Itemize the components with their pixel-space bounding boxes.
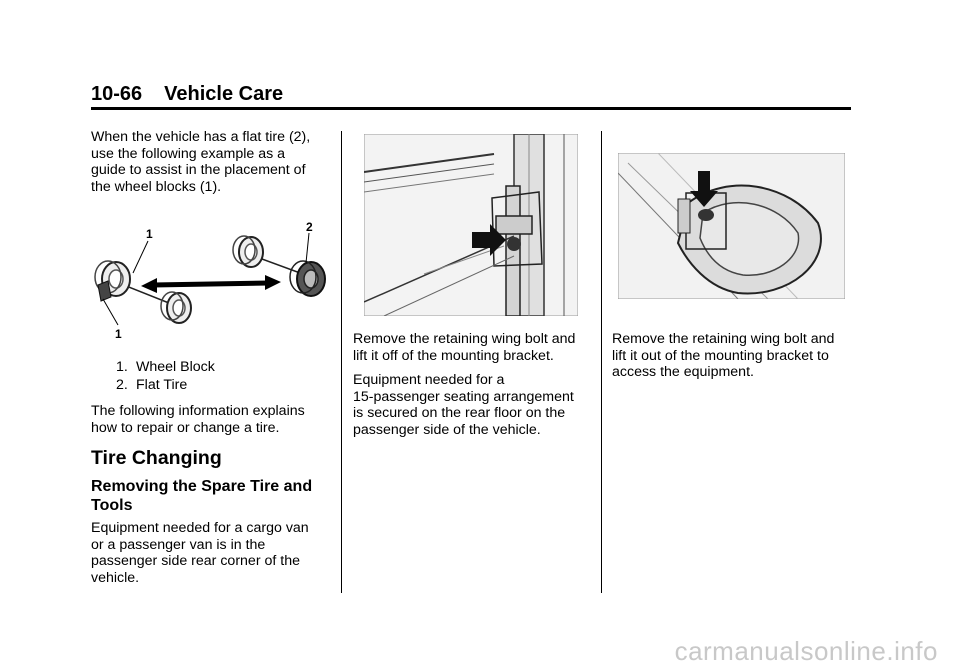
page-number: 10-66	[91, 83, 143, 105]
figure-legend-list	[116, 359, 336, 394]
intro-line: use the following example as a	[91, 145, 286, 162]
column-divider-2	[601, 131, 602, 593]
list-item: 2. Flat Tire	[116, 376, 188, 393]
callout-label-2: 2	[306, 220, 313, 234]
intro-line: guide to assist in the placement of	[91, 162, 306, 178]
callout-label-1b: 1	[115, 327, 122, 341]
intro-paragraph	[91, 129, 336, 195]
header-title	[91, 83, 851, 105]
equipment-paragraph: Equipment needed for a cargo van or a passenger van is in the passenger side rear corner of the vehicle.	[91, 520, 309, 586]
list-item: 1. Wheel Block	[116, 359, 215, 375]
wing-bolt-illustration	[364, 134, 578, 316]
section-title: Vehicle Care	[164, 83, 284, 105]
watermark: carmanualsonline.info	[674, 636, 938, 666]
wing-bolt-photo-2	[618, 153, 845, 299]
callout-label-1: 1	[146, 227, 153, 241]
repair-info-paragraph: The following information explains how to repair or change a tire.	[91, 403, 305, 436]
fifteen-passenger-paragraph: Equipment needed for a 15-passenger seating arrangement is secured on the rear floor on the passenger side of the vehicle.	[353, 372, 574, 438]
intro-line: the wheel blocks (1).	[91, 178, 222, 195]
wheel-block-diagram	[91, 215, 331, 345]
access-equipment-paragraph: Remove the retaining wing bolt and lift it out of the mounting bracket to access the equipment.	[612, 331, 835, 380]
header-rule	[91, 107, 851, 110]
intro-line: When the vehicle has a flat tire (2),	[91, 129, 311, 145]
section-heading: Tire Changing	[91, 447, 222, 469]
spare-tire-illustration	[618, 153, 845, 299]
column-divider-1	[341, 131, 342, 593]
wheel-block-illustration	[91, 215, 331, 345]
remove-bolt-paragraph: Remove the retaining wing bolt and lift it off of the mounting bracket.	[353, 331, 576, 364]
page-header	[91, 83, 851, 105]
subsection-heading: Removing the Spare Tire and Tools	[91, 478, 313, 514]
wing-bolt-photo-1	[364, 134, 578, 316]
